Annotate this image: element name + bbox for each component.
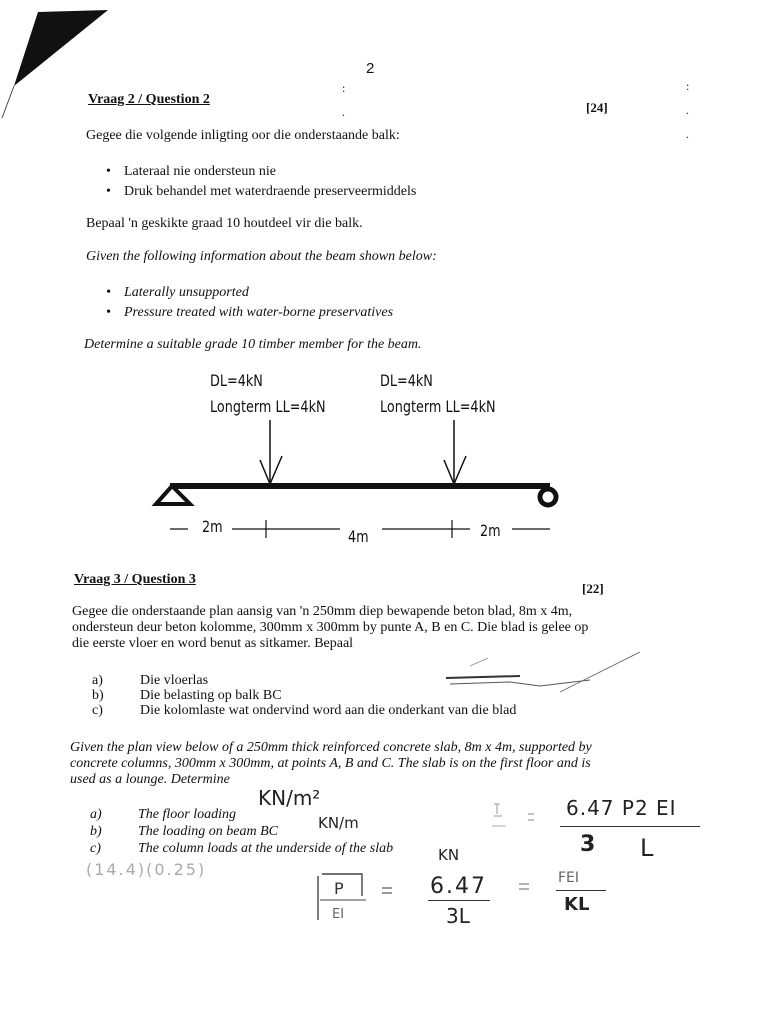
handwritten-formula-right-top: 6.47 P2 EI	[566, 796, 677, 820]
fraction-bar-right	[560, 826, 700, 827]
fraction-bar-middle	[428, 900, 490, 901]
text-line: Gegee die onderstaande plan aansig van 'n 250mm diep bewapende beton blad, 8m x 4m,	[72, 604, 573, 619]
page-number: 2	[366, 60, 375, 77]
question-2-bullets-af	[102, 162, 416, 202]
question-2-bullets-en	[102, 283, 393, 323]
svg-text:P: P	[334, 879, 344, 898]
handwritten-equals	[516, 880, 536, 894]
handwritten-marks-top	[488, 796, 548, 846]
handwritten-three: 3	[580, 832, 596, 857]
handwritten-unit-c: KN	[438, 846, 460, 864]
handwritten-ratio-left	[310, 870, 410, 926]
question-2-heading: Vraag 2 / Question 2	[88, 92, 210, 107]
text-line: used as a lounge. Determine	[70, 772, 230, 787]
handwritten-unit-a: KN/m²	[258, 786, 321, 810]
question-3-heading: Vraag 3 / Question 3	[74, 572, 196, 587]
bullet-item: • Druk behandel met waterdraende preserveermiddels	[102, 182, 416, 202]
handwritten-frac-top: 6.47	[430, 874, 487, 899]
question-2-intro-af: Gegee die volgende inligting oor die onderstaande balk:	[86, 128, 400, 143]
scan-dots-right: : . .	[686, 79, 690, 141]
question-3-items-af	[92, 673, 516, 718]
question-2-task-en: Determine a suitable grade 10 timber member for the beam.	[84, 337, 422, 352]
handwritten-formula-small-top: FEI	[558, 870, 580, 886]
question-3-intro-en	[70, 740, 670, 788]
list-item: a) The floor loading	[90, 807, 237, 822]
bullet-item: • Laterally unsupported	[102, 283, 393, 303]
bullet-item: • Lateraal nie ondersteun nie	[102, 162, 416, 182]
handwritten-scribble-left: (14.4)(0.25)	[86, 860, 207, 879]
scan-dots-center: : .	[342, 81, 346, 119]
roller-support	[540, 489, 556, 505]
question-3-intro-af	[72, 604, 672, 652]
span-label-2: 4m	[348, 527, 369, 546]
load-right-ll: Longterm LL=4kN	[380, 397, 496, 416]
load-left-dl: DL=4kN	[210, 371, 263, 390]
span-label-1: 2m	[202, 517, 223, 536]
question-3-marks: [22]	[582, 581, 604, 596]
handwritten-frac-bottom: 3L	[446, 904, 470, 928]
load-right-dl: DL=4kN	[380, 371, 433, 390]
corner-mark	[0, 0, 120, 130]
text-line: concrete columns, 300mm x 300mm, at points A, B and C. The slab is on the first floor and is	[70, 756, 591, 771]
question-2-marks: [24]	[586, 100, 608, 115]
text-line: ondersteun deur beton kolomme, 300mm x 300mm by punte A, B en C. Die blad is gelee op	[72, 620, 589, 635]
handwritten-unit-b: KN/m	[318, 814, 359, 832]
load-arrowhead-left	[260, 456, 282, 484]
span-label-3: 2m	[480, 521, 501, 540]
list-item: b) Die belasting op balk BC	[92, 688, 282, 703]
load-left-ll: Longterm LL=4kN	[210, 397, 326, 416]
fraction-bar-small	[556, 890, 606, 891]
text-line: Given the plan view below of a 250mm thick reinforced concrete slab, 8m x 4m, supported by	[70, 740, 592, 755]
handwritten-formula-small-bottom: KL	[564, 894, 590, 915]
list-item: b) The loading on beam BC	[90, 824, 278, 839]
handwritten-formula-right-bottom: L	[640, 834, 654, 862]
list-item: c) The column loads at the underside of the slab	[90, 841, 394, 856]
bullet-item: • Pressure treated with water-borne preservatives	[102, 303, 393, 323]
text-line: die eerste vloer en word benut as sitkamer. Bepaal	[72, 636, 354, 651]
beam	[170, 483, 550, 489]
question-2-intro-en: Given the following information about the beam shown below:	[86, 249, 437, 264]
svg-text:EI: EI	[332, 907, 345, 922]
question-2-task-af: Bepaal 'n geskikte graad 10 houtdeel vir die balk.	[86, 216, 363, 231]
list-item: a) Die vloerlas	[92, 673, 209, 688]
load-arrowhead-right	[444, 456, 466, 484]
list-item: c) Die kolomlaste wat ondervind word aan die onderkant van die blad	[92, 703, 517, 718]
